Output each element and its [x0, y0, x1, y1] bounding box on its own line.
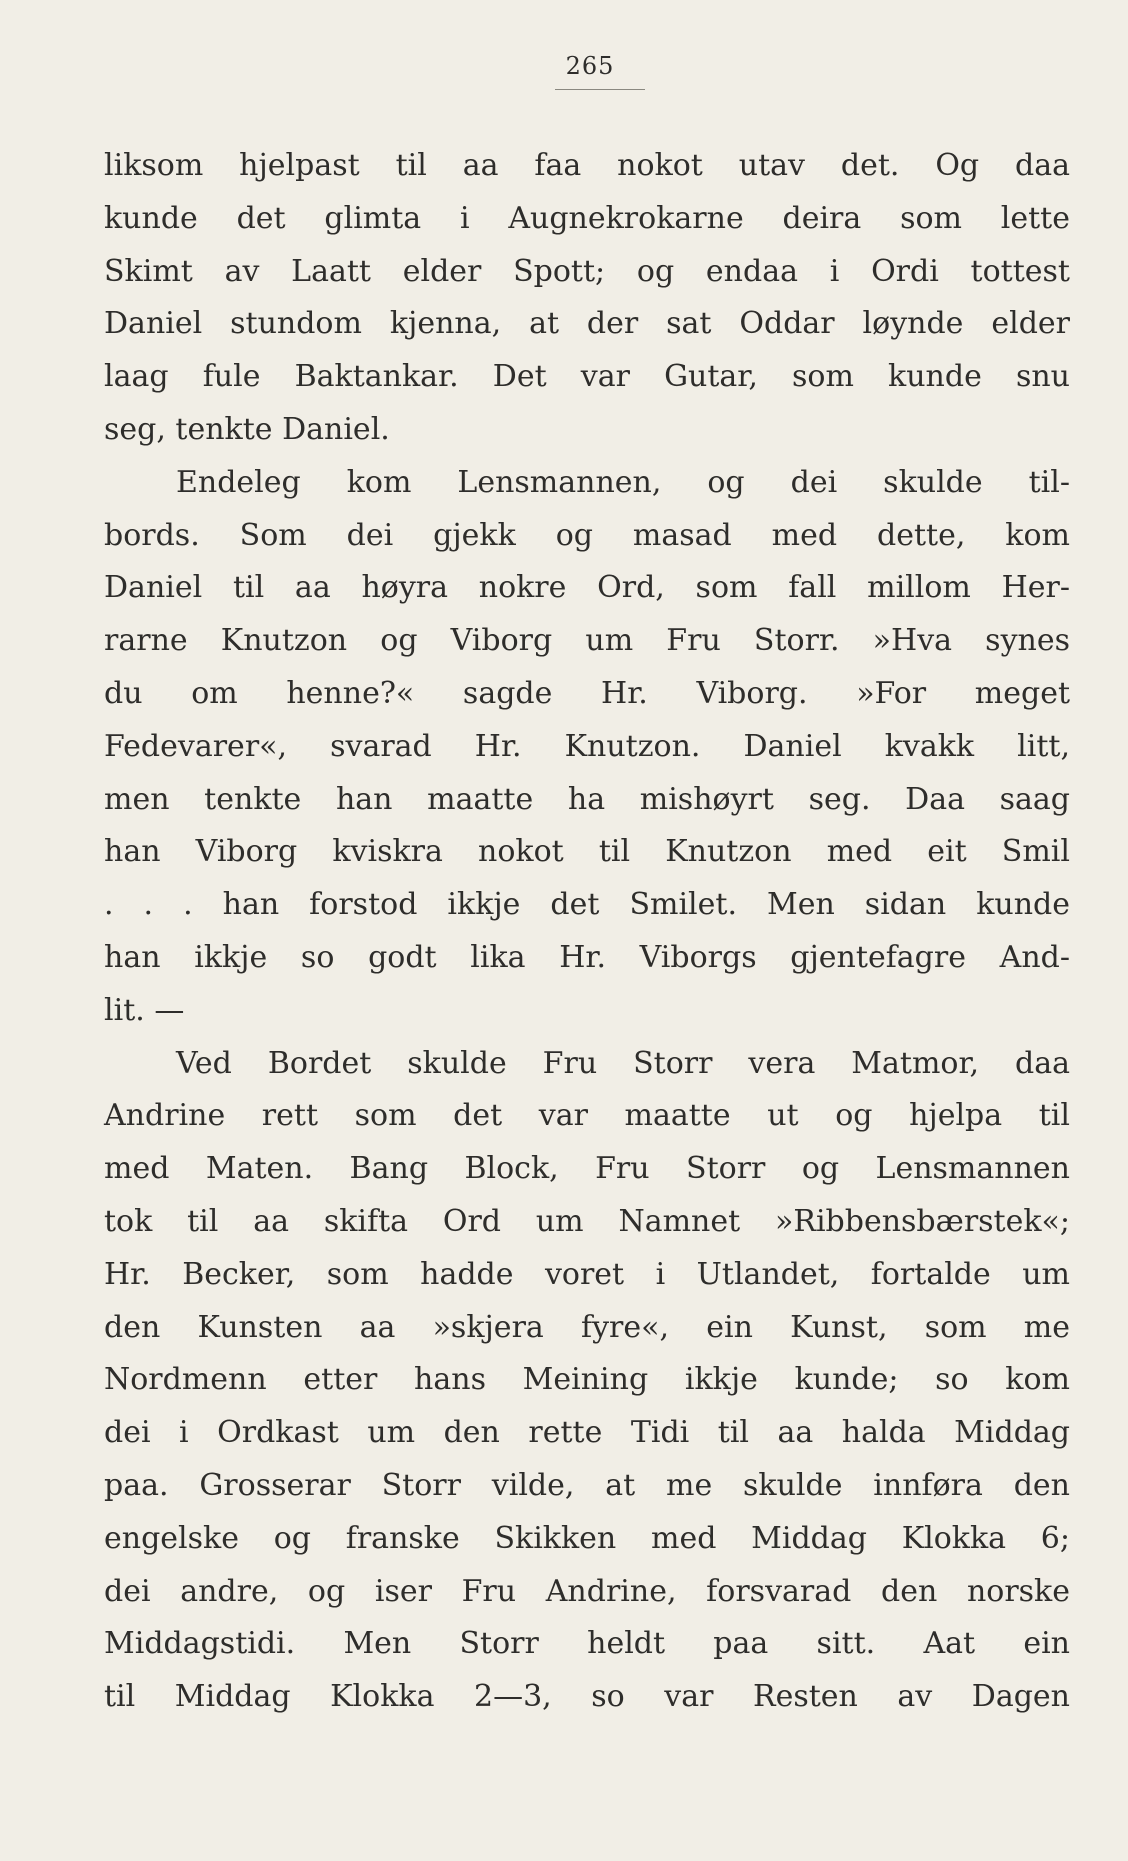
- text-line: Andrine rett som det var maatte ut og hjelpa til: [104, 1098, 1070, 1134]
- text-line: med Maten. Bang Block, Fru Storr og Lensmannen: [104, 1151, 1070, 1187]
- text-line: han Viborg kviskra nokot til Knutzon med eit Smil: [104, 834, 1070, 870]
- text-line: rarne Knutzon og Viborg um Fru Storr. »Hva synes: [104, 623, 1070, 659]
- text-line: laag fule Baktankar. Det var Gutar, som kunde snu: [104, 359, 1070, 395]
- text-line: seg, tenkte Daniel.: [104, 411, 390, 447]
- text-line: tok til aa skifta Ord um Namnet »Ribbensbærstek«;: [104, 1203, 1070, 1239]
- text-line: Skimt av Laatt elder Spott; og endaa i Ordi tottest: [104, 253, 1070, 289]
- text-line: Daniel til aa høyra nokre Ord, som fall millom Her-: [104, 570, 1070, 606]
- text-line: bords. Som dei gjekk og masad med dette, kom: [104, 517, 1070, 553]
- text-line: Middagstidi. Men Storr heldt paa sitt. Aat ein: [104, 1626, 1070, 1662]
- text-line: Hr. Becker, som hadde voret i Utlandet, fortalde um: [104, 1256, 1070, 1292]
- text-line: han ikkje so godt lika Hr. Viborgs gjentefagre And-: [104, 939, 1070, 975]
- text-line: Ved Bordet skulde Fru Storr vera Matmor, daa: [176, 1045, 1070, 1081]
- body-text: [104, 140, 1070, 1724]
- text-line: paa. Grosserar Storr vilde, at me skulde innføra den: [104, 1467, 1070, 1503]
- text-line: Nordmenn etter hans Meining ikkje kunde; so kom: [104, 1362, 1070, 1398]
- page-number: 265: [565, 52, 615, 80]
- text-line: men tenkte han maatte ha mishøyrt seg. Daa saag: [104, 781, 1070, 817]
- text-line: engelske og franske Skikken med Middag Klokka 6;: [104, 1520, 1070, 1556]
- text-line: Endeleg kom Lensmannen, og dei skulde til-: [176, 464, 1070, 500]
- text-line: Daniel stundom kjenna, at der sat Oddar løynde elder: [104, 306, 1070, 342]
- text-line: du om henne?« sagde Hr. Viborg. »For meget: [104, 675, 1070, 711]
- page-number-rule: [555, 89, 645, 90]
- text-line: . . . han forstod ikkje det Smilet. Men sidan kunde: [104, 887, 1070, 923]
- text-line: dei andre, og iser Fru Andrine, forsvarad den norske: [104, 1573, 1070, 1609]
- text-line: liksom hjelpast til aa faa nokot utav det. Og daa: [104, 148, 1070, 183]
- text-line: kunde det glimta i Augnekrokarne deira som lette: [104, 200, 1070, 236]
- text-line: lit. —: [104, 992, 185, 1028]
- text-line: dei i Ordkast um den rette Tidi til aa halda Middag: [104, 1415, 1070, 1451]
- text-line: til Middag Klokka 2—3, so var Resten av Dagen: [104, 1679, 1070, 1715]
- text-line: den Kunsten aa »skjera fyre«, ein Kunst, som me: [104, 1309, 1070, 1345]
- text-line: Fedevarer«, svarad Hr. Knutzon. Daniel kvakk litt,: [104, 728, 1070, 764]
